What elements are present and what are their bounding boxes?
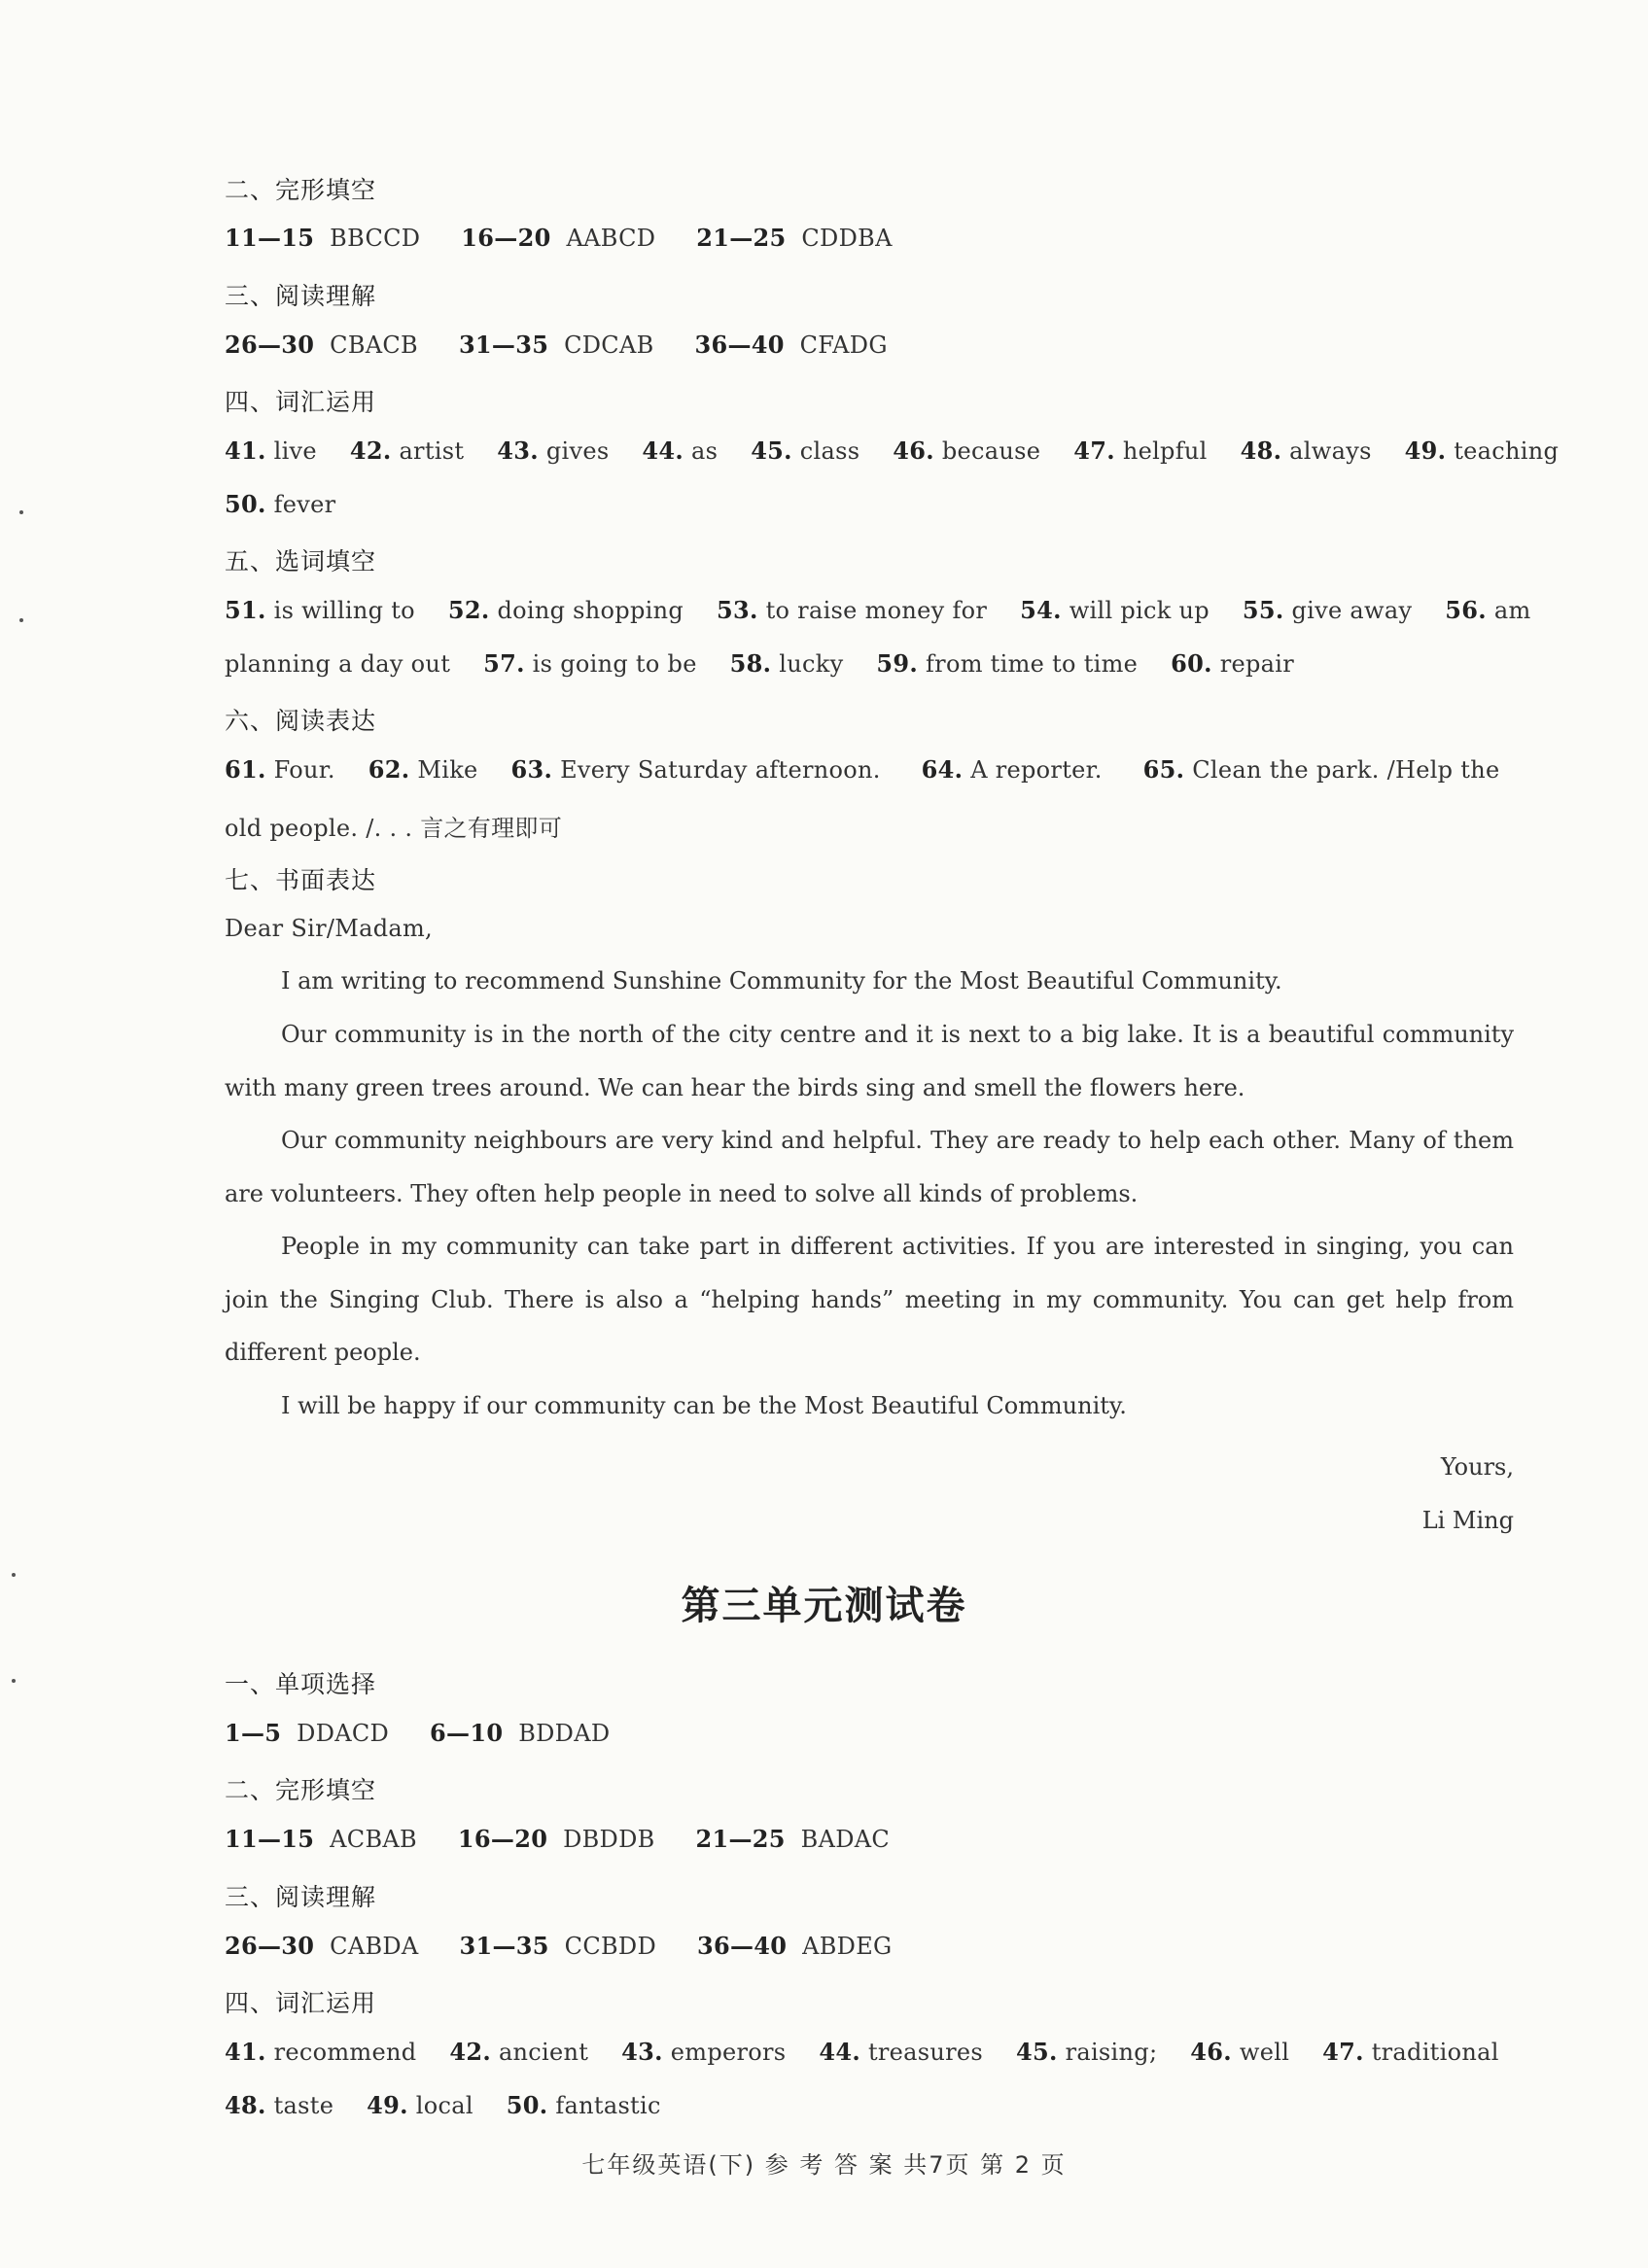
item-answer: fever	[273, 491, 336, 518]
scan-speck	[19, 510, 23, 514]
item-number: 46.	[893, 436, 934, 465]
item-answer: local	[415, 2092, 473, 2119]
section-heading: 四、词汇运用	[225, 388, 377, 416]
item-answer: always	[1289, 437, 1372, 465]
item-answer: A reporter.	[970, 756, 1103, 784]
item-answer: Mike	[417, 756, 478, 784]
answers: DDACD	[297, 1720, 390, 1747]
letter-closing: Yours,	[1440, 1453, 1514, 1481]
scan-speck	[12, 1679, 16, 1683]
item-answer: repair	[1219, 650, 1295, 678]
item-number: 41.	[225, 436, 266, 465]
item-answer: give away	[1291, 597, 1413, 624]
section-heading: 四、词汇运用	[225, 1989, 377, 2017]
scan-speck	[19, 618, 23, 622]
item-number: 49.	[367, 2091, 408, 2119]
answer-row	[225, 1825, 1514, 1853]
item-number: 45.	[751, 436, 792, 465]
item-number: 61.	[225, 755, 266, 784]
answers: BBCCD	[330, 225, 421, 252]
item-number: 56.	[1445, 596, 1487, 624]
item-answer: class	[799, 437, 860, 465]
item-answer: is willing to	[273, 597, 415, 624]
item-answer: lucky	[779, 650, 844, 678]
item-number: 50.	[225, 490, 266, 518]
answer-row	[225, 755, 1514, 784]
item-answer: emperors	[670, 2039, 787, 2066]
letter-paragraph: I will be happy if our community can be the Most Beautiful Community.	[281, 1392, 1127, 1419]
range: 26—30	[225, 331, 315, 359]
section-heading: 三、阅读理解	[225, 1883, 377, 1911]
item-number: 43.	[497, 436, 539, 465]
item-number: 41.	[225, 2038, 266, 2066]
item-number: 46.	[1190, 2038, 1232, 2066]
section-heading: 二、完形填空	[225, 1776, 377, 1804]
range: 26—30	[225, 1932, 315, 1960]
range: 1—5	[225, 1719, 282, 1747]
answer-row	[225, 649, 1514, 678]
item-number: 62.	[368, 755, 410, 784]
item-number: 42.	[449, 2038, 491, 2066]
answers: ACBAB	[330, 1826, 417, 1853]
item-answer: ancient	[498, 2039, 589, 2066]
item-number: 51.	[225, 596, 266, 624]
section-heading: 一、单项选择	[225, 1670, 377, 1698]
answers: CFADG	[799, 331, 888, 359]
answer-row	[225, 1719, 1514, 1747]
item-answer: live	[273, 437, 317, 465]
item-answer: as	[691, 437, 719, 465]
answers: ABDEG	[802, 1933, 893, 1960]
range: 11—15	[225, 224, 315, 252]
item-answer: from time to time	[925, 650, 1139, 678]
item-number: 59.	[876, 649, 919, 678]
item-answer: recommend	[273, 2039, 417, 2066]
answer-row	[225, 1932, 1514, 1960]
item-answer: artist	[399, 437, 465, 465]
item-number: 60.	[1171, 649, 1212, 678]
item-answer: taste	[273, 2092, 334, 2119]
answers: CBACB	[330, 331, 418, 359]
item-number: 47.	[1322, 2038, 1364, 2066]
answer-row	[225, 331, 1514, 359]
item-number: 65.	[1142, 755, 1185, 784]
item-answer: gives	[545, 437, 610, 465]
range: 36—40	[694, 331, 785, 359]
range: 16—20	[457, 1825, 548, 1853]
item-answer: Every Saturday afternoon.	[560, 756, 881, 784]
item-number: 42.	[349, 436, 392, 465]
answer-row	[225, 2091, 1514, 2119]
item-answer: am	[1493, 597, 1531, 624]
item-number: 55.	[1242, 596, 1284, 624]
scan-speck	[12, 1573, 16, 1577]
item-answer: helpful	[1122, 437, 1208, 465]
answers: CABDA	[330, 1933, 419, 1960]
item-number: 53.	[716, 596, 758, 624]
letter-paragraph: I am writing to recommend Sunshine Community for the Most Beautiful Community.	[281, 967, 1282, 994]
item-number: 47.	[1073, 436, 1115, 465]
answers: CDDBA	[801, 225, 893, 252]
item-number: 48.	[225, 2091, 266, 2119]
letter-paragraph: Our community neighbours are very kind and helpful. They are ready to help each other. Many of them are volunteers. They often help people in need to solve all kinds of problems.	[225, 1127, 1514, 1207]
answers: BADAC	[800, 1826, 891, 1853]
item-answer: treasures	[867, 2039, 984, 2066]
answers: AABCD	[566, 225, 656, 252]
item-number: 44.	[642, 436, 684, 465]
section-heading: 五、选词填空	[225, 547, 377, 576]
item-answer: fantastic	[555, 2092, 661, 2119]
item-number: 54.	[1020, 596, 1062, 624]
item-answer: teaching	[1454, 437, 1560, 465]
letter-signature: Li Ming	[1421, 1507, 1514, 1534]
item-number: 52.	[447, 596, 490, 624]
item-answer: old people. /. . . 言之有理即可	[225, 815, 562, 842]
item-answer: to raise money for	[765, 597, 988, 624]
item-answer: planning a day out	[225, 650, 451, 678]
item-number: 45.	[1015, 2038, 1058, 2066]
answer-row	[225, 2038, 1514, 2066]
range: 31—35	[459, 1932, 549, 1960]
letter-paragraph: Our community is in the north of the city centre and it is next to a big lake. It is a beautiful community with many green trees around. We can hear the birds sing and smell the flowers here.	[225, 1021, 1514, 1101]
range: 11—15	[225, 1825, 315, 1853]
item-answer: raising;	[1065, 2039, 1158, 2066]
item-number: 57.	[483, 649, 525, 678]
answers: CDCAB	[564, 331, 654, 359]
unit-title: 第三单元测试卷	[681, 1584, 967, 1628]
item-number: 43.	[621, 2038, 663, 2066]
item-number: 50.	[506, 2091, 548, 2119]
section-heading: 二、完形填空	[225, 176, 377, 204]
range: 31—35	[458, 331, 549, 359]
item-number: 48.	[1240, 436, 1282, 465]
answer-row	[225, 809, 1514, 843]
range: 21—25	[696, 224, 787, 252]
range: 36—40	[696, 1932, 788, 1960]
item-number: 44.	[819, 2038, 860, 2066]
answer-row	[225, 436, 1560, 465]
answer-row	[225, 596, 1531, 624]
item-answer: will pick up	[1069, 597, 1210, 624]
letter-paragraph: People in my community can take part in different activities. If you are interested in singing, you can join the Singing Club. There is also a “helping hands” meeting in my community. You can get help from different people.	[225, 1233, 1514, 1367]
item-answer: traditional	[1371, 2039, 1499, 2066]
answers: DBDDB	[563, 1826, 655, 1853]
answer-row	[225, 224, 1514, 252]
item-number: 58.	[729, 649, 772, 678]
section-heading: 六、阅读表达	[225, 707, 377, 735]
page-footer: 七年级英语(下) 参 考 答 案 共7页 第 2 页	[581, 2151, 1067, 2179]
letter-greeting: Dear Sir/Madam,	[225, 915, 433, 942]
range: 21—25	[695, 1825, 786, 1853]
item-answer: because	[941, 437, 1041, 465]
item-answer: Clean the park. /Help the	[1192, 756, 1500, 784]
item-answer: well	[1239, 2039, 1290, 2066]
item-answer: is going to be	[532, 650, 697, 678]
section-heading: 七、书面表达	[225, 866, 377, 894]
item-answer: Four.	[273, 756, 335, 784]
answers: BDDAD	[518, 1720, 611, 1747]
range: 16—20	[461, 224, 551, 252]
item-answer: doing shopping	[497, 597, 684, 624]
item-number: 63.	[510, 755, 553, 784]
answers: CCBDD	[564, 1933, 657, 1960]
section-heading: 三、阅读理解	[225, 282, 377, 310]
range: 6—10	[430, 1719, 504, 1747]
item-number: 64.	[921, 755, 964, 784]
item-number: 49.	[1404, 436, 1447, 465]
answer-row	[225, 490, 1514, 518]
